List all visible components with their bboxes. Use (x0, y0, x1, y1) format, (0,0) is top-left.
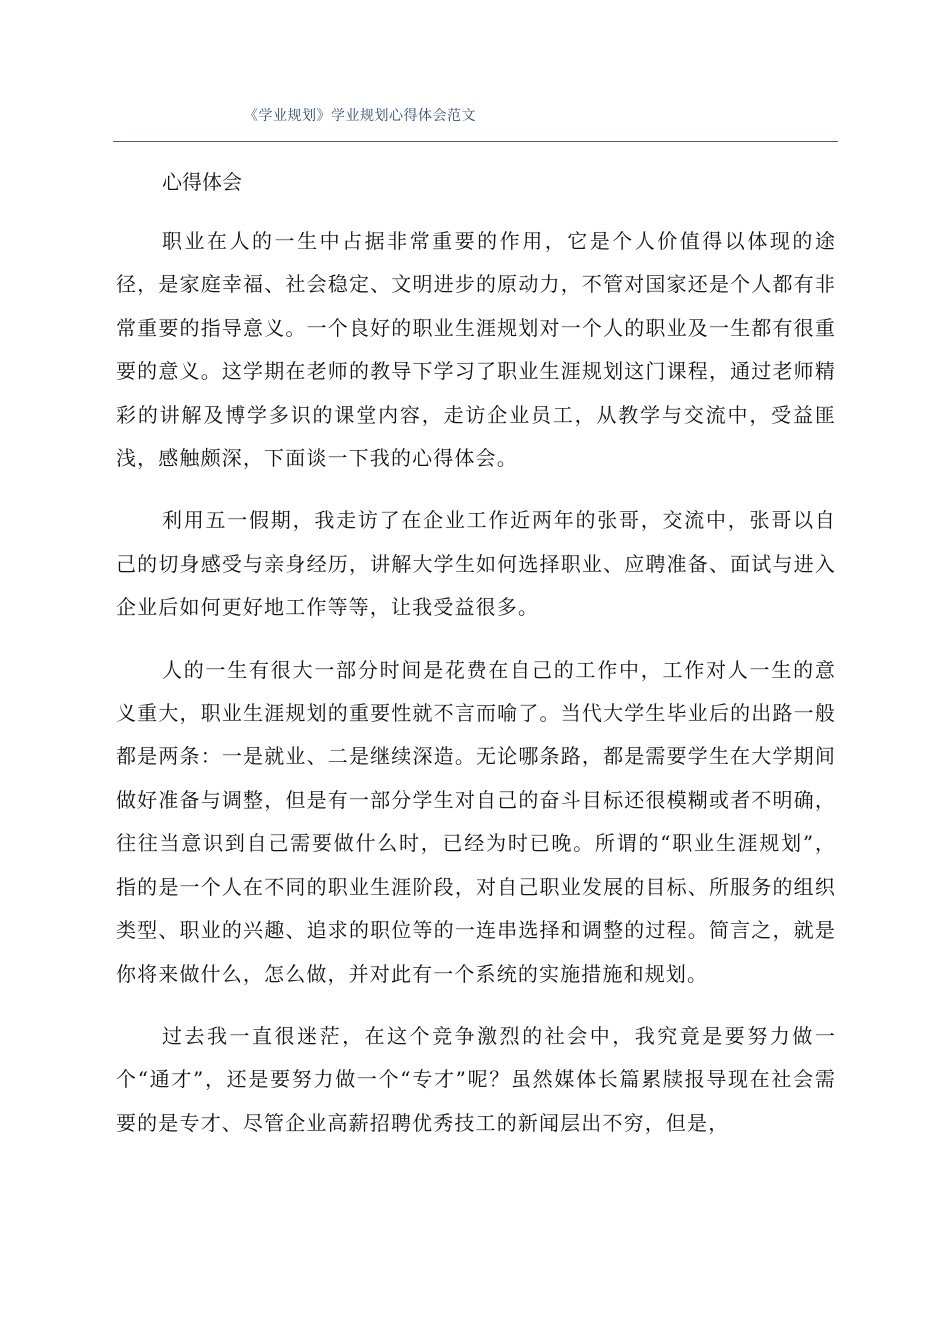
running-header: 《学业规划》学业规划心得体会范文 (244, 108, 476, 124)
paragraph-1: 职业在人的一生中占据非常重要的作用，它是个人价值得以体现的途径，是家庭幸福、社会稳定、文明进步的原动力，不管对国家还是个人都有非常重要的指导意义。一个良好的职业生涯规划对一个人的职业及一生都有很重要的意义。这学期在老师的教导下学习了职业生涯规划这门课程，通过老师精彩的讲解及博学多识的课堂内容，走访企业员工，从教学与交流中，受益匪浅，感触颇深，下面谈一下我的心得体会。 (116, 229, 836, 471)
header-divider (113, 141, 838, 142)
paragraph-4: 过去我一直很迷茫，在这个竞争激烈的社会中，我究竟是要努力做一个“通才”，还是要努力做一个“专才”呢？虽然媒体长篇累牍报导现在社会需要的是专才、尽管企业高薪招聘优秀技工的新闻层出不穷，但是， (116, 1023, 836, 1135)
section-heading: 心得体会 (162, 170, 242, 194)
paragraph-3: 人的一生有很大一部分时间是花费在自己的工作中，工作对人一生的意义重大，职业生涯规划的重要性就不言而喻了。当代大学生毕业后的出路一般都是两条：一是就业、二是继续深造。无论哪条路，都是需要学生在大学期间做好准备与调整，但是有一部分学生对自己的奋斗目标还很模糊或者不明确，往往当意识到自己需要做什么时，已经为时已晚。所谓的“职业生涯规划”，指的是一个人在不同的职业生涯阶段，对自己职业发展的目标、所服务的组织类型、职业的兴趣、追求的职位等的一连串选择和调整的过程。简言之，就是你将来做什么，怎么做，并对此有一个系统的实施措施和规划。 (116, 657, 836, 986)
document-body (116, 166, 836, 1164)
paragraph-2: 利用五一假期，我走访了在企业工作近两年的张哥，交流中，张哥以自己的切身感受与亲身经历，讲解大学生如何选择职业、应聘准备、面试与进入企业后如何更好地工作等等，让我受益很多。 (116, 508, 836, 620)
